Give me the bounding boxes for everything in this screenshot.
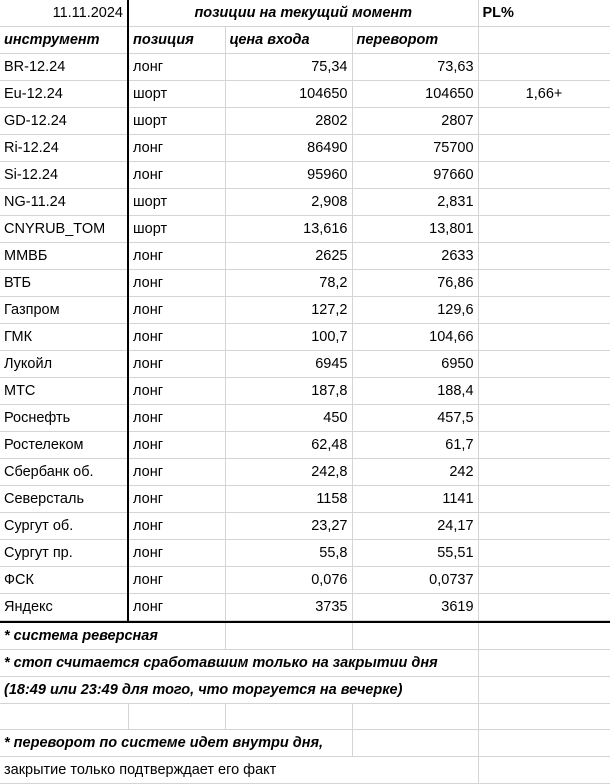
note-row-5 (0, 757, 610, 784)
table-row (0, 216, 610, 243)
cell-entry-price: 242,8 (225, 459, 352, 486)
cell-instrument: Лукойл (0, 351, 128, 378)
cell-reversal: 2633 (352, 243, 478, 270)
note-row-1 (0, 622, 610, 650)
cell-reversal: 188,4 (352, 378, 478, 405)
note-stop-rule: * стоп считается сработавшим только на закрытии дня (0, 650, 478, 677)
cell-entry-price: 2802 (225, 108, 352, 135)
cell-position: лонг (128, 243, 225, 270)
table-row (0, 378, 610, 405)
cell-reversal: 24,17 (352, 513, 478, 540)
cell-instrument: ФСК (0, 567, 128, 594)
blank-cell (352, 704, 478, 730)
cell-instrument: Газпром (0, 297, 128, 324)
cell-pl (478, 459, 610, 486)
col-header-pl (478, 27, 610, 54)
cell-pl (478, 351, 610, 378)
title-row (0, 0, 610, 27)
cell-position: лонг (128, 432, 225, 459)
cell-position: лонг (128, 351, 225, 378)
cell-instrument: Роснефть (0, 405, 128, 432)
cell-entry-price: 23,27 (225, 513, 352, 540)
cell-entry-price: 450 (225, 405, 352, 432)
table-row (0, 459, 610, 486)
cell-reversal: 242 (352, 459, 478, 486)
table-row (0, 297, 610, 324)
cell-instrument: Сургут пр. (0, 540, 128, 567)
cell-instrument: GD-12.24 (0, 108, 128, 135)
cell-entry-price: 2,908 (225, 189, 352, 216)
cell-entry-price: 6945 (225, 351, 352, 378)
cell-reversal: 6950 (352, 351, 478, 378)
cell-entry-price: 0,076 (225, 567, 352, 594)
cell-position: лонг (128, 135, 225, 162)
cell-pl (478, 513, 610, 540)
note-row-blank (0, 704, 610, 730)
cell-pl (478, 189, 610, 216)
note-close-confirms: закрытие только подтверждает его факт (0, 757, 478, 784)
table-row (0, 54, 610, 81)
cell-pl (478, 378, 610, 405)
cell-instrument: Ri-12.24 (0, 135, 128, 162)
cell-position: лонг (128, 324, 225, 351)
cell-pl (478, 54, 610, 81)
cell-instrument: Сбербанк об. (0, 459, 128, 486)
cell-pl (478, 567, 610, 594)
cell-entry-price: 127,2 (225, 297, 352, 324)
cell-entry-price: 55,8 (225, 540, 352, 567)
table-title: позиции на текущий момент (128, 0, 478, 27)
pl-header-label: PL% (478, 0, 610, 27)
cell-instrument: МТС (0, 378, 128, 405)
cell-instrument: Сургут об. (0, 513, 128, 540)
cell-entry-price: 2625 (225, 243, 352, 270)
table-row (0, 567, 610, 594)
blank-cell (478, 704, 610, 730)
cell-reversal: 13,801 (352, 216, 478, 243)
cell-position: шорт (128, 189, 225, 216)
table-row (0, 324, 610, 351)
cell-reversal: 76,86 (352, 270, 478, 297)
cell-entry-price: 104650 (225, 81, 352, 108)
table-row (0, 81, 610, 108)
cell-instrument: ММВБ (0, 243, 128, 270)
cell-pl (478, 594, 610, 621)
cell-instrument: ГМК (0, 324, 128, 351)
cell-instrument: NG-11.24 (0, 189, 128, 216)
note-reversal-intraday: * переворот по системе идет внутри дня, (0, 730, 352, 757)
column-header-row (0, 27, 610, 54)
cell-pl (478, 432, 610, 459)
col-header-reversal: переворот (352, 27, 478, 54)
cell-entry-price: 13,616 (225, 216, 352, 243)
cell-pl (478, 135, 610, 162)
table-row (0, 189, 610, 216)
table-row (0, 162, 610, 189)
cell-reversal: 75700 (352, 135, 478, 162)
note-spacer-cell (478, 622, 610, 650)
cell-entry-price: 187,8 (225, 378, 352, 405)
note-session-times: (18:49 или 23:49 для того, что торгуется на вечерке) (0, 677, 478, 704)
table-row (0, 270, 610, 297)
cell-instrument: BR-12.24 (0, 54, 128, 81)
cell-pl (478, 324, 610, 351)
cell-position: лонг (128, 162, 225, 189)
table-row (0, 135, 610, 162)
cell-pl (478, 216, 610, 243)
cell-reversal: 2807 (352, 108, 478, 135)
cell-position: шорт (128, 108, 225, 135)
table-row (0, 540, 610, 567)
cell-position: лонг (128, 459, 225, 486)
cell-pl (478, 270, 610, 297)
cell-instrument: Ростелеком (0, 432, 128, 459)
note-spacer-cell (478, 677, 610, 704)
table-row (0, 351, 610, 378)
cell-pl (478, 486, 610, 513)
cell-instrument: Eu-12.24 (0, 81, 128, 108)
note-spacer-cell (225, 622, 352, 650)
cell-instrument: Яндекс (0, 594, 128, 621)
notes-table (0, 621, 610, 784)
col-header-entry-price: цена входа (225, 27, 352, 54)
cell-pl (478, 162, 610, 189)
col-header-position: позиция (128, 27, 225, 54)
note-row-4 (0, 730, 610, 757)
cell-entry-price: 62,48 (225, 432, 352, 459)
cell-pl (478, 540, 610, 567)
note-spacer-cell (352, 730, 478, 757)
cell-instrument: ВТБ (0, 270, 128, 297)
cell-pl (478, 108, 610, 135)
blank-cell (128, 704, 225, 730)
table-row (0, 243, 610, 270)
note-spacer-cell (478, 650, 610, 677)
blank-cell (225, 704, 352, 730)
cell-pl (478, 243, 610, 270)
note-row-3 (0, 677, 610, 704)
cell-entry-price: 100,7 (225, 324, 352, 351)
col-header-instrument: инструмент (0, 27, 128, 54)
cell-instrument: Северсталь (0, 486, 128, 513)
cell-position: лонг (128, 567, 225, 594)
note-system-reversal: * система реверсная (0, 622, 225, 650)
cell-reversal: 0,0737 (352, 567, 478, 594)
table-row (0, 405, 610, 432)
table-row (0, 432, 610, 459)
table-row (0, 513, 610, 540)
cell-position: шорт (128, 216, 225, 243)
cell-position: лонг (128, 270, 225, 297)
cell-position: лонг (128, 594, 225, 621)
table-row (0, 594, 610, 621)
cell-instrument: CNYRUB_TOM (0, 216, 128, 243)
cell-position: лонг (128, 54, 225, 81)
cell-reversal: 1141 (352, 486, 478, 513)
cell-position: лонг (128, 297, 225, 324)
cell-position: лонг (128, 513, 225, 540)
cell-reversal: 73,63 (352, 54, 478, 81)
note-spacer-cell (352, 622, 478, 650)
cell-position: лонг (128, 540, 225, 567)
cell-reversal: 97660 (352, 162, 478, 189)
blank-cell (0, 704, 128, 730)
cell-reversal: 61,7 (352, 432, 478, 459)
cell-reversal: 457,5 (352, 405, 478, 432)
cell-reversal: 3619 (352, 594, 478, 621)
cell-entry-price: 3735 (225, 594, 352, 621)
cell-instrument: Si-12.24 (0, 162, 128, 189)
cell-reversal: 2,831 (352, 189, 478, 216)
table-row (0, 108, 610, 135)
cell-pl: 1,66+ (478, 81, 610, 108)
cell-reversal: 55,51 (352, 540, 478, 567)
cell-reversal: 104650 (352, 81, 478, 108)
note-spacer-cell (478, 757, 610, 784)
cell-entry-price: 78,2 (225, 270, 352, 297)
cell-position: лонг (128, 405, 225, 432)
note-row-2 (0, 650, 610, 677)
table-row (0, 486, 610, 513)
cell-reversal: 129,6 (352, 297, 478, 324)
note-spacer-cell (478, 730, 610, 757)
cell-pl (478, 405, 610, 432)
cell-position: лонг (128, 486, 225, 513)
cell-pl (478, 297, 610, 324)
cell-entry-price: 75,34 (225, 54, 352, 81)
cell-position: лонг (128, 378, 225, 405)
cell-position: шорт (128, 81, 225, 108)
cell-reversal: 104,66 (352, 324, 478, 351)
report-date: 11.11.2024 (0, 0, 128, 27)
cell-entry-price: 1158 (225, 486, 352, 513)
cell-entry-price: 86490 (225, 135, 352, 162)
cell-entry-price: 95960 (225, 162, 352, 189)
